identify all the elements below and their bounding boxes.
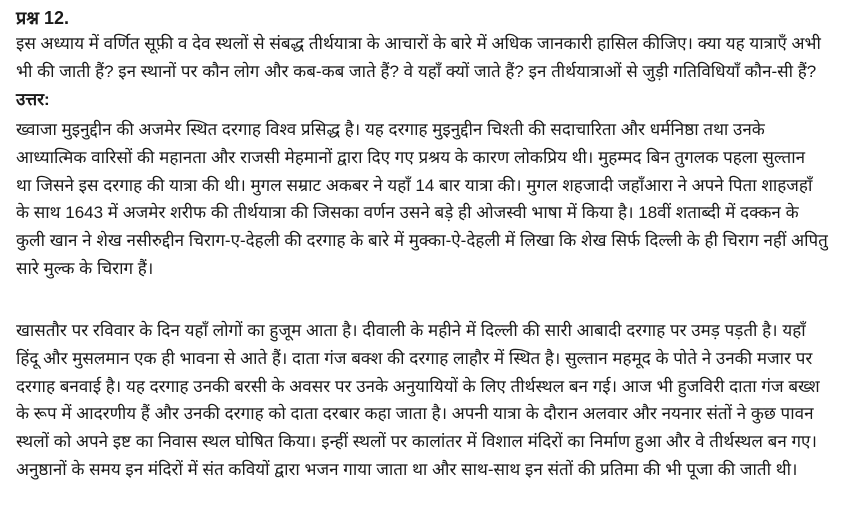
paragraph-line: हिंदू और मुसलमान एक ही भावना से आते हैं। दाता गंज बक्श की दरगाह लाहौर में स्थित है। सुल्तान महमूद के पोते ने उनकी मजार पर [16,349,813,368]
paragraph-line: के रूप में आदरणीय हैं और उनकी दरगाह को दाता दरबार कहा जाता है। अपनी यात्रा के दौरान अलवार और नयनार संतों ने कुछ पावन [16,404,814,423]
question-heading: प्रश्न 12. [16,8,69,28]
question-line: भी की जाती हैं? इन स्थानों पर कौन लोग और कब-कब जाते हैं? वे यहाँ क्यों जाते हैं? इन तीर्थयात्राओं से जुड़ी गतिविधियाँ कौन-सी हैं? [16,62,817,81]
paragraph-line: स्थलों को अपने इष्ट का निवास स्थल घोषित किया। इन्हीं स्थलों पर कालांतर में विशाल मंदिरों का निर्माण हुआ और वे तीर्थस्थल बन गए। [16,432,817,451]
paragraph-line: कुली खान ने शेख नसीरुद्दीन चिराग-ए-देहली की दरगाह के बारे में मुक्का-ऐ-देहली में लिखा कि शेख सिर्फ दिल्ली के ही चिराग नहीं अपितु [16,231,828,250]
paragraph-line: अनुष्ठानों के समय इन मंदिरों में संत कवियों द्वारा भजन गाया जाता था और साथ-साथ इन संतों की प्रतिमा की भी पूजा की जाती थी। [16,460,798,479]
question-line: इस अध्याय में वर्णित सूफ़ी व देव स्थलों से संबद्ध तीर्थयात्रा के आचारों के बारे में अधिक जानकारी हासिल कीजिए। क्या यह यात्राएँ अभी [16,34,821,53]
paragraph-line: ख्वाजा मुइनुद्दीन की अजमेर स्थित दरगाह विश्व प्रसिद्ध है। यह दरगाह मुइनुद्दीन चिश्ती की सदाचारिता और धर्मनिष्ठा तथा उनके [16,120,765,139]
paragraph-line: खासतौर पर रविवार के दिन यहाँ लोगों का हुजूम आता है। दीवाली के महीने में दिल्ली की सारी आबादी दरगाह पर उमड़ पड़ती है। यहाँ [16,321,806,340]
paragraph-line: के साथ 1643 में अजमेर शरीफ की तीर्थयात्रा की जिसका वर्णन उसने बड़े ही ओजस्वी भाषा में किया है। 18वीं शताब्दी में दक्कन के [16,203,799,222]
paragraph-line: आध्यात्मिक वारिसों की महानता और राजसी मेहमानों द्वारा दिए गए प्रश्रय के कारण लोकप्रिय थी। मुहम्मद बिन तुगलक पहला सुल्तान [16,148,806,167]
paragraph-line: था जिसने इस दरगाह की यात्रा की थी। मुगल सम्राट अकबर ने यहाँ 14 बार यात्रा की। मुगल शहजादी जहाँआरा ने अपने पिता शाहजहाँ [16,176,813,195]
paragraph-line: सारे मुल्क के चिराग हैं। [16,259,154,278]
paragraph-line: दरगाह बनवाई है। यह दरगाह उनकी बरसी के अवसर पर उनके अनुयायियों के लिए तीर्थस्थल बन गई। आज भी हुजविरी दाता गंज बख्श [16,377,820,396]
answer-heading: उत्तर: [16,90,50,109]
